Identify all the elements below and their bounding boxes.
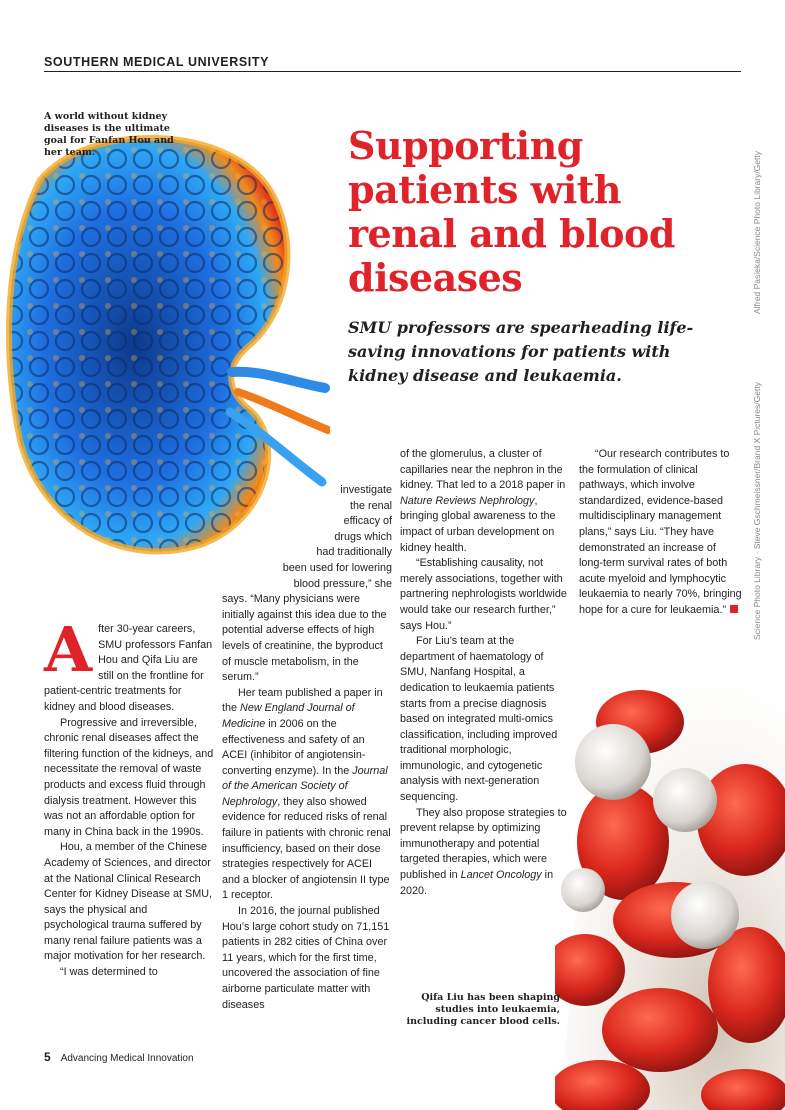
end-mark-icon [730, 605, 738, 613]
text-run: Her team published a paper in the [222, 686, 383, 715]
photo-credit-kidney: Alfred Pasieka/Science Photo Library/Getty [752, 151, 762, 314]
photo-credit-blood: Science Photo Library · Steve Gschmeissner/Brand X Pictures/Getty [752, 382, 762, 640]
publication-header: SOUTHERN MEDICAL UNIVERSITY [44, 55, 270, 69]
page-footer [44, 1050, 194, 1064]
body-column-4 [579, 447, 742, 619]
journal-name: Journal of the American Society of Nephrology [222, 764, 388, 808]
journal-name: Lancet Oncology [460, 869, 542, 882]
paragraph: Progressive and irreversible, chronic renal diseases affect the filtering function of the kidneys, and necessitate the removal of waste products and excess fluid through dialysis treatment. However this was not an affordable option for many in China back in the 1990s. [44, 716, 214, 838]
article-title: Supporting patients with renal and blood diseases [348, 123, 675, 300]
paragraph [400, 806, 570, 900]
paragraph: Hou, a member of the Chinese Academy of Sciences, and director at the National Clinical Research Center for Kidney Disease at SMU, says the physical and psychological trauma suffered by many renal failure patients was a major motivation for her research. [44, 841, 213, 963]
article-standfirst: SMU professors are spearheading life-saving innovations for patients with kidney disease and leukaemia. [348, 318, 694, 385]
journal-name: Nature Reviews Nephrology [400, 494, 535, 507]
wrapped-line: been used for lowering [282, 561, 392, 574]
text-run: They also propose strategies to prevent relapse by optimizing immunotherapy and potential targeted therapies, which were published in [400, 806, 567, 882]
text-run: , they also showed evidence for reduced risks of renal failure in patients with chronic renal insufficiency, based on their dose strategies respectively for ACEI and a blocker of angiotensin II type 1 receptor. [222, 795, 391, 902]
wrapped-line: had traditionally [316, 546, 392, 559]
paragraph: “Establishing causality, not merely associations, together with partnering nephrologists worldwide would take our research further,” says Hou.” [400, 557, 567, 632]
text-run: “Our research contributes to the formulation of clinical pathways, which involve standardized, evidence-based multidisciplinary management plans,” says Liu. “They have demonstrated an increase of long-term survival rates of both acute myeloid and lymphocytic leukaemia to nearly 70%, bringing hope for a cure for leukaemia.” [579, 448, 742, 616]
text-run: in 2020. [400, 869, 554, 897]
paragraph: In 2016, the journal published Hou’s large cohort study on 71,151 patients in 282 cities of China over 11 years, which for the first time, uncovered the association of fine airborne particulate matter with diseases [222, 905, 390, 1011]
paragraph: “I was determined to [60, 966, 158, 979]
kidney-caption: A world without kidney diseases is the ultimate goal for Fanfan Hou and her team. [44, 111, 174, 158]
section-name: Advancing Medical Innovation [60, 1053, 194, 1064]
wrapped-line: efficacy of [343, 515, 392, 528]
body-column-3 [400, 447, 570, 899]
paragraph: fter 30-year careers, SMU professors Fanfan Hou and Qifa Liu are still on the frontline for patient-centric treatments for kidney and blood diseases. [44, 623, 213, 713]
blood-cells-illustration [555, 670, 785, 1110]
paragraph: says. “Many physicians were initially against this idea due to the potential adverse effects of high levels of creatinine, the byproduct of muscle metabolism, in the serum.” [222, 593, 387, 684]
wrapped-line: the renal [349, 499, 392, 512]
journal-name: New England Journal of Medicine [222, 702, 355, 730]
text-run: , bringing global awareness to the impact of urban development on kidney health. [400, 494, 556, 554]
dropcap: A [44, 613, 93, 686]
page-number: 5 [44, 1050, 51, 1064]
paragraph [579, 447, 742, 619]
blood-caption: Qifa Liu has been shaping studies into leukaemia, including cancer blood cells. [406, 992, 560, 1027]
text-run: in 2006 on the effectiveness and safety of an ACEI (inhibitor of angiotensin-converting enzyme). In the [222, 717, 366, 777]
wrapped-line: drugs which [334, 530, 392, 543]
body-column-2 [222, 483, 392, 1013]
paragraph [400, 447, 570, 556]
wrapped-line: blood pressure,” she [293, 577, 392, 590]
paragraph: For Liu’s team at the department of haematology of SMU, Nanfang Hospital, a dedication to leukaemia patients starts from a precise diagnosis based on integrated multi-omics classification, including improved traditional morphologic, immunologic, and cytogenetic analysis with next-generation sequencing. [400, 635, 558, 804]
body-column-1 [44, 613, 214, 981]
text-run: of the glomerulus, a cluster of capillaries near the nephron in the kidney. That led to a 2018 paper in [400, 448, 566, 492]
paragraph [222, 686, 392, 904]
wrapped-line: investigate [340, 484, 392, 496]
header-rule [44, 71, 741, 72]
